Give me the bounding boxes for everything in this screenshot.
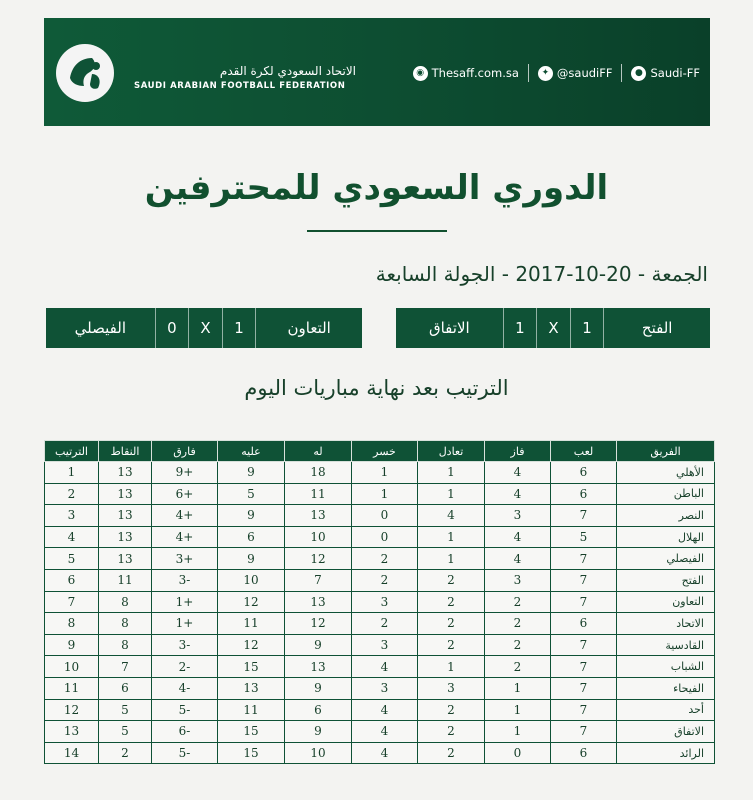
stat-cell: 4 xyxy=(352,742,418,764)
team-name-cell: الفتح xyxy=(617,569,715,591)
home-score: 1 xyxy=(222,308,256,348)
round-info: الجمعة - 20-10-2017 - الجولة السابعة xyxy=(375,262,708,286)
stat-cell: 1 xyxy=(352,462,418,484)
table-row xyxy=(45,721,715,743)
stat-cell: 1 xyxy=(418,548,485,570)
versus-mark: X xyxy=(188,308,222,348)
stat-cell: 7 xyxy=(551,505,617,527)
team-name-cell: الفيحاء xyxy=(617,677,715,699)
team-name-cell: أحد xyxy=(617,699,715,721)
stat-cell: 10 xyxy=(285,526,352,548)
away-score: 1 xyxy=(503,308,537,348)
stat-cell: +1 xyxy=(152,591,218,613)
stat-cell: 2 xyxy=(418,591,485,613)
column-header: الفريق xyxy=(617,441,715,462)
team-name-cell: التعاون xyxy=(617,591,715,613)
twitter-link[interactable] xyxy=(538,66,613,81)
divider xyxy=(621,64,622,82)
stat-cell: 7 xyxy=(285,569,352,591)
stat-cell: 7 xyxy=(551,591,617,613)
title-underline xyxy=(307,230,447,232)
stat-cell: 5 xyxy=(99,699,152,721)
stat-cell: 7 xyxy=(551,677,617,699)
stat-cell: 2 xyxy=(418,699,485,721)
stat-cell: 1 xyxy=(485,677,551,699)
twitter-handle: @saudiFF xyxy=(556,66,613,80)
stat-cell: 10 xyxy=(45,656,99,678)
stat-cell: 3 xyxy=(352,634,418,656)
stat-cell: 4 xyxy=(485,483,551,505)
stat-cell: +4 xyxy=(152,505,218,527)
standings-title: الترتيب بعد نهاية مباريات اليوم xyxy=(244,376,509,400)
stat-cell: 11 xyxy=(285,483,352,505)
stat-cell: 8 xyxy=(99,634,152,656)
stat-cell: 13 xyxy=(99,548,152,570)
stat-cell: 0 xyxy=(352,526,418,548)
stat-cell: 6 xyxy=(99,677,152,699)
website-link[interactable] xyxy=(413,66,519,81)
twitter-icon: ✦ xyxy=(538,66,553,81)
federation-name-en: SAUDI ARABIAN FOOTBALL FEDERATION xyxy=(134,81,346,91)
stat-cell: 2 xyxy=(352,548,418,570)
header-banner xyxy=(44,18,710,126)
table-row xyxy=(45,526,715,548)
stat-cell: 13 xyxy=(218,677,285,699)
team-name-cell: الاتحاد xyxy=(617,613,715,635)
stat-cell: 14 xyxy=(45,742,99,764)
stat-cell: 3 xyxy=(45,505,99,527)
stat-cell: +9 xyxy=(152,462,218,484)
stat-cell: 1 xyxy=(418,526,485,548)
away-team: الفيصلي xyxy=(74,319,126,337)
stat-cell: 4 xyxy=(485,548,551,570)
match-result xyxy=(396,308,710,348)
stat-cell: 2 xyxy=(418,721,485,743)
stat-cell: 2 xyxy=(485,613,551,635)
stat-cell: 4 xyxy=(485,462,551,484)
table-row xyxy=(45,483,715,505)
stat-cell: 3 xyxy=(485,505,551,527)
stat-cell: 2 xyxy=(418,613,485,635)
stat-cell: 15 xyxy=(218,656,285,678)
stat-cell: 18 xyxy=(285,462,352,484)
stat-cell: 9 xyxy=(285,721,352,743)
team-name-cell: الرائد xyxy=(617,742,715,764)
stat-cell: 4 xyxy=(352,656,418,678)
table-row xyxy=(45,548,715,570)
stat-cell: 3 xyxy=(352,591,418,613)
team-name-cell: النصر xyxy=(617,505,715,527)
stat-cell: 4 xyxy=(352,721,418,743)
social-links xyxy=(413,64,700,82)
stat-cell: 7 xyxy=(45,591,99,613)
stat-cell: 1 xyxy=(485,721,551,743)
stat-cell: 1 xyxy=(418,462,485,484)
stat-cell: 13 xyxy=(99,526,152,548)
stat-cell: 13 xyxy=(99,462,152,484)
stat-cell: -5 xyxy=(152,742,218,764)
stat-cell: +3 xyxy=(152,548,218,570)
stat-cell: 10 xyxy=(218,569,285,591)
versus-mark: X xyxy=(536,308,570,348)
stat-cell: +4 xyxy=(152,526,218,548)
away-score: 0 xyxy=(155,308,189,348)
stat-cell: 7 xyxy=(551,699,617,721)
home-team: التعاون xyxy=(255,308,362,348)
column-header: تعادل xyxy=(418,441,485,462)
stat-cell: 12 xyxy=(218,634,285,656)
stat-cell: 1 xyxy=(45,462,99,484)
stat-cell: 9 xyxy=(285,677,352,699)
team-name-cell: الهلال xyxy=(617,526,715,548)
stat-cell: -2 xyxy=(152,656,218,678)
stat-cell: -3 xyxy=(152,569,218,591)
stat-cell: 6 xyxy=(285,699,352,721)
stat-cell: 9 xyxy=(218,462,285,484)
stat-cell: 9 xyxy=(45,634,99,656)
away-team: الاتفاق xyxy=(428,319,470,337)
stat-cell: 7 xyxy=(551,634,617,656)
team-name-cell: الاتفاق xyxy=(617,721,715,743)
column-header: الترتيب xyxy=(45,441,99,462)
globe-icon: ◉ xyxy=(413,66,428,81)
stat-cell: 7 xyxy=(99,656,152,678)
team-name-cell: القادسية xyxy=(617,634,715,656)
stat-cell: 7 xyxy=(551,569,617,591)
stat-cell: 2 xyxy=(418,569,485,591)
stat-cell: 13 xyxy=(285,505,352,527)
stat-cell: 11 xyxy=(218,613,285,635)
stat-cell: -5 xyxy=(152,699,218,721)
stat-cell: -3 xyxy=(152,634,218,656)
stat-cell: 1 xyxy=(485,699,551,721)
column-header: فاز xyxy=(485,441,551,462)
stat-cell: 5 xyxy=(99,721,152,743)
stat-cell: 2 xyxy=(99,742,152,764)
table-row xyxy=(45,656,715,678)
divider xyxy=(528,64,529,82)
stat-cell: 1 xyxy=(352,483,418,505)
stat-cell: 8 xyxy=(99,591,152,613)
table-row xyxy=(45,505,715,527)
home-team: الفتح xyxy=(603,308,710,348)
table-row xyxy=(45,742,715,764)
stat-cell: 5 xyxy=(218,483,285,505)
stat-cell: 10 xyxy=(285,742,352,764)
stat-cell: 9 xyxy=(218,505,285,527)
column-header: النقاط xyxy=(99,441,152,462)
column-header: خسر xyxy=(352,441,418,462)
stat-cell: 2 xyxy=(352,613,418,635)
table-row xyxy=(45,591,715,613)
stat-cell: 0 xyxy=(352,505,418,527)
stat-cell: 5 xyxy=(551,526,617,548)
stat-cell: 13 xyxy=(45,721,99,743)
stat-cell: 12 xyxy=(285,548,352,570)
table-row xyxy=(45,569,715,591)
stat-cell: 12 xyxy=(45,699,99,721)
column-header: عليه xyxy=(218,441,285,462)
stat-cell: +1 xyxy=(152,613,218,635)
stat-cell: 9 xyxy=(285,634,352,656)
stat-cell: +6 xyxy=(152,483,218,505)
stat-cell: 2 xyxy=(418,742,485,764)
stat-cell: 8 xyxy=(99,613,152,635)
table-row xyxy=(45,699,715,721)
stat-cell: 8 xyxy=(45,613,99,635)
stat-cell: 11 xyxy=(99,569,152,591)
stat-cell: 6 xyxy=(551,742,617,764)
match-result xyxy=(46,308,362,348)
table-row xyxy=(45,634,715,656)
stat-cell: 3 xyxy=(418,677,485,699)
stat-cell: 11 xyxy=(45,677,99,699)
stat-cell: 2 xyxy=(485,634,551,656)
stat-cell: 1 xyxy=(418,483,485,505)
column-header: له xyxy=(285,441,352,462)
stat-cell: 4 xyxy=(485,526,551,548)
stat-cell: 13 xyxy=(285,656,352,678)
saff-logo-icon xyxy=(56,44,114,102)
snapchat-handle: Saudi-FF xyxy=(650,66,700,80)
stat-cell: 11 xyxy=(218,699,285,721)
stat-cell: 15 xyxy=(218,742,285,764)
stat-cell: 2 xyxy=(485,656,551,678)
federation-name-ar: الاتحاد السعودي لكرة القدم xyxy=(219,64,356,78)
table-header-row xyxy=(45,441,715,462)
stat-cell: 6 xyxy=(45,569,99,591)
table-row xyxy=(45,677,715,699)
website-text: Thesaff.com.sa xyxy=(431,66,519,80)
stat-cell: 4 xyxy=(352,699,418,721)
stat-cell: 2 xyxy=(418,634,485,656)
column-header: لعب xyxy=(551,441,617,462)
team-name-cell: الأهلي xyxy=(617,462,715,484)
stat-cell: 5 xyxy=(45,548,99,570)
stat-cell: 13 xyxy=(99,505,152,527)
page-title: الدوري السعودي للمحترفين xyxy=(144,168,609,208)
standings-table xyxy=(44,440,715,764)
stat-cell: 4 xyxy=(45,526,99,548)
stat-cell: 6 xyxy=(551,483,617,505)
stat-cell: 4 xyxy=(418,505,485,527)
stat-cell: -4 xyxy=(152,677,218,699)
stat-cell: 3 xyxy=(352,677,418,699)
stat-cell: 13 xyxy=(285,591,352,613)
team-name-cell: الفيصلي xyxy=(617,548,715,570)
stat-cell: 1 xyxy=(418,656,485,678)
stat-cell: 12 xyxy=(218,591,285,613)
team-name-cell: الباطن xyxy=(617,483,715,505)
snapchat-icon: ● xyxy=(631,66,646,81)
stat-cell: 9 xyxy=(218,548,285,570)
table-row xyxy=(45,613,715,635)
stat-cell: 7 xyxy=(551,721,617,743)
stat-cell: 15 xyxy=(218,721,285,743)
stat-cell: 7 xyxy=(551,548,617,570)
stat-cell: 2 xyxy=(352,569,418,591)
stat-cell: 3 xyxy=(485,569,551,591)
stat-cell: 6 xyxy=(218,526,285,548)
stat-cell: 2 xyxy=(45,483,99,505)
home-score: 1 xyxy=(570,308,604,348)
table-row xyxy=(45,462,715,484)
stat-cell: 6 xyxy=(551,613,617,635)
stat-cell: 2 xyxy=(485,591,551,613)
team-name-cell: الشباب xyxy=(617,656,715,678)
stat-cell: 0 xyxy=(485,742,551,764)
stat-cell: 6 xyxy=(551,462,617,484)
snapchat-link[interactable] xyxy=(631,66,700,81)
stat-cell: -6 xyxy=(152,721,218,743)
column-header: فارق xyxy=(152,441,218,462)
stat-cell: 7 xyxy=(551,656,617,678)
stat-cell: 12 xyxy=(285,613,352,635)
stat-cell: 13 xyxy=(99,483,152,505)
